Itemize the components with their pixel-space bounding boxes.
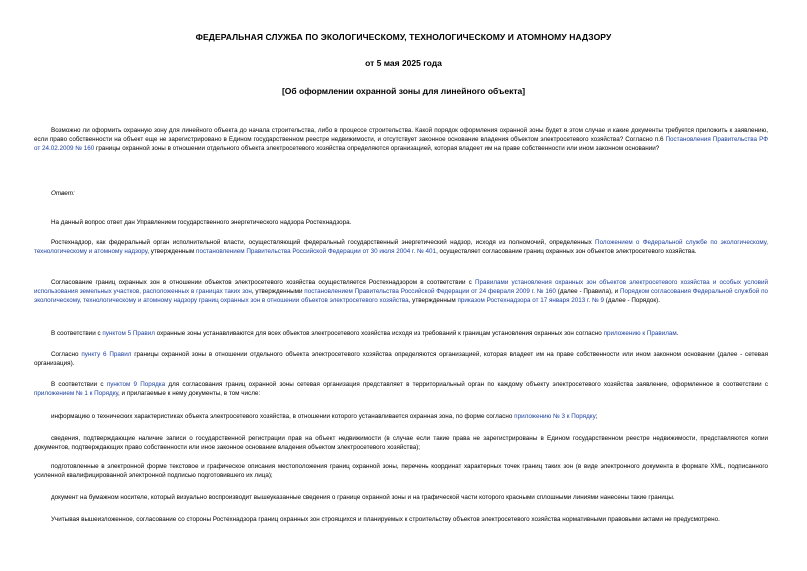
- p6-link-annex-1[interactable]: приложением № 1 к Порядку: [34, 389, 119, 397]
- p3-link-rules[interactable]: Правилами установления охранных зон объектов электросетевого хозяйства и особых условий использования земельных участков, расположенных в границах таких зон: [34, 279, 768, 295]
- p4-text-2: охранные зоны устанавливаются для всех объектов электросетевого хозяйства исходя из требований к границам установления охранных зон согласно: [154, 330, 604, 337]
- p2-link-decree-401[interactable]: постановлением Правительства Российской Федерации от 30 июля 2004 г. № 401: [196, 247, 437, 255]
- p3-link-procedure[interactable]: Порядком согласования Федеральной службой по экологическому, технологическому и атомному надзору границ охранных зон в отношении объектов электросетевого хозяйства: [34, 287, 768, 304]
- document-date: от 5 мая 2025 года: [365, 58, 442, 68]
- p5-text-1: Согласно: [51, 351, 82, 358]
- p7-link-annex-3[interactable]: приложению № 3 к Порядку: [514, 413, 596, 420]
- p3-text-2: , утвержденными: [251, 287, 305, 295]
- p3-text-1: Согласование границ охранных зон в отношении объектов электросетевого хозяйства осуществляется Ростехнадзором в соответствии с: [51, 279, 475, 286]
- p6-text-1: В соответствии с: [51, 381, 107, 388]
- p3-text-5: (далее - Порядок).: [604, 296, 660, 304]
- agency-title: ФЕДЕРАЛЬНАЯ СЛУЖБА ПО ЭКОЛОГИЧЕСКОМУ, ТЕХНОЛОГИЧЕСКОМУ И АТОМНОМУ НАДЗОРУ: [195, 32, 612, 42]
- question-text-2: границы охранной зоны в отношении отдельного объекта электросетевого хозяйства определяются организацией, которая владеет им на праве собственности или ином законном основании?: [94, 144, 660, 152]
- paragraph-9: подготовленные в электронной форме текстовое и графическое описания местоположения границ охранной зоны, перечень координат характерных точек границ таких зон (в виде электронного документа в формате XML, подписанного усиленной квалифицированной электронной подписью подготовившего их лица);: [34, 463, 768, 479]
- p3-link-decree-160[interactable]: постановлением Правительства Российской Федерации от 24 февраля 2009 г. № 160: [304, 287, 556, 295]
- p7-text-2: ;: [595, 413, 598, 420]
- p6-link-item-9[interactable]: пунктом 9 Порядка: [106, 381, 166, 388]
- p4-text-1: В соответствии с: [51, 330, 103, 337]
- p3-text-4: , утвержденным: [408, 296, 458, 304]
- p5-text-2: границы охранной зоны в отношении отдельного объекта электросетевого хозяйства определяются организацией, которая владеет им на праве собственности или ином законном основании (далее - сетевая организация).: [34, 351, 768, 367]
- paragraph-3: [34, 279, 768, 305]
- p2-link-regulation[interactable]: Положением о Федеральной службе по экологическому, технологическому и атомному надзору: [34, 239, 768, 255]
- p6-text-3: , и прилагаемые к нему документы, в том числе:: [118, 389, 261, 397]
- paragraph-6: [34, 381, 768, 399]
- p7-text-1: информацию о технических характеристиках объекта электросетевого хозяйства, в отношении которого устанавливается охранная зона, по форме согласно: [51, 413, 515, 420]
- p2-text-1: Ростехнадзор, как федеральный орган исполнительной власти, осуществляющий федеральный государственный энергетический надзор, исходя из полномочий, определенных: [51, 239, 596, 246]
- paragraph-5: [34, 351, 768, 369]
- p4-link-annex-rules[interactable]: приложению к Правилам: [603, 330, 677, 337]
- answer-label: Ответ:: [51, 190, 75, 197]
- paragraph-7: [34, 413, 768, 422]
- paragraph-11: Учитывая вышеизложенное, согласование со стороны Ростехнадзора границ охранных зон строящихся и планируемых к строительству объектов электросетевого хозяйства нормативными правовыми актами не предусмотрено.: [51, 516, 720, 523]
- paragraph-2: [34, 239, 768, 257]
- question-text-1: Возможно ли оформить охранную зону для линейного объекта до начала строительства, либо в процессе строительства. Какой порядок оформления охранной зоны будет в этом случае и какие документы требуется приложить к заявлению, если право собственности на объект еще не зарегистрировано в Едином государственном реестре недвижимости, и отсутствует законное основание владения объектом электросетевого хозяйства? Согласно п.6: [34, 127, 768, 143]
- p2-text-3: , осуществляет согласование границ охранных зон объектов электросетевого хозяйства.: [436, 247, 697, 255]
- document-subject: [Об оформлении охранной зоны для линейного объекта]: [281, 86, 526, 96]
- p4-text-3: .: [676, 330, 679, 337]
- p3-text-3: (далее - Правила), и: [555, 287, 620, 295]
- p4-link-item-5[interactable]: пунктом 5 Правил: [102, 330, 155, 337]
- question-link-decree-160[interactable]: Постановления Правительства РФ от 24.02.2009 № 160: [34, 135, 769, 152]
- paragraph-8: сведения, подтверждающие наличие записи о государственной регистрации прав на объект недвижимости (в случае если такие права не зарегистрированы в Едином государственном реестре недвижимости, представляются копии документов, подтверждающих право собственности или иное законное основание владения объектом электросетевого хозяйства);: [34, 435, 768, 451]
- paragraph-4: [34, 330, 768, 339]
- p2-text-2: , утвержденным: [147, 247, 197, 255]
- paragraph-10: документ на бумажном носителе, который визуально воспроизводит вышеуказанные сведения о границе охранной зоны и на графической части которого красными сплошными линиями нанесены такие границы.: [51, 494, 675, 501]
- paragraph-1: На данный вопрос ответ дан Управлением государственного энергетического надзора Ростехнадзора.: [51, 219, 352, 226]
- p5-link-item-6[interactable]: пункту 6 Правил: [81, 351, 132, 358]
- question-paragraph: [34, 127, 768, 153]
- p3-link-order-9[interactable]: приказом Ростехнадзора от 17 января 2013 г. № 9: [457, 296, 605, 304]
- p6-text-2: для согласования границ охранной зоны сетевая организация представляет в территориальный орган по каждому объекту электросетевого хозяйства заявление, оформленное в соответствии с: [165, 381, 768, 388]
